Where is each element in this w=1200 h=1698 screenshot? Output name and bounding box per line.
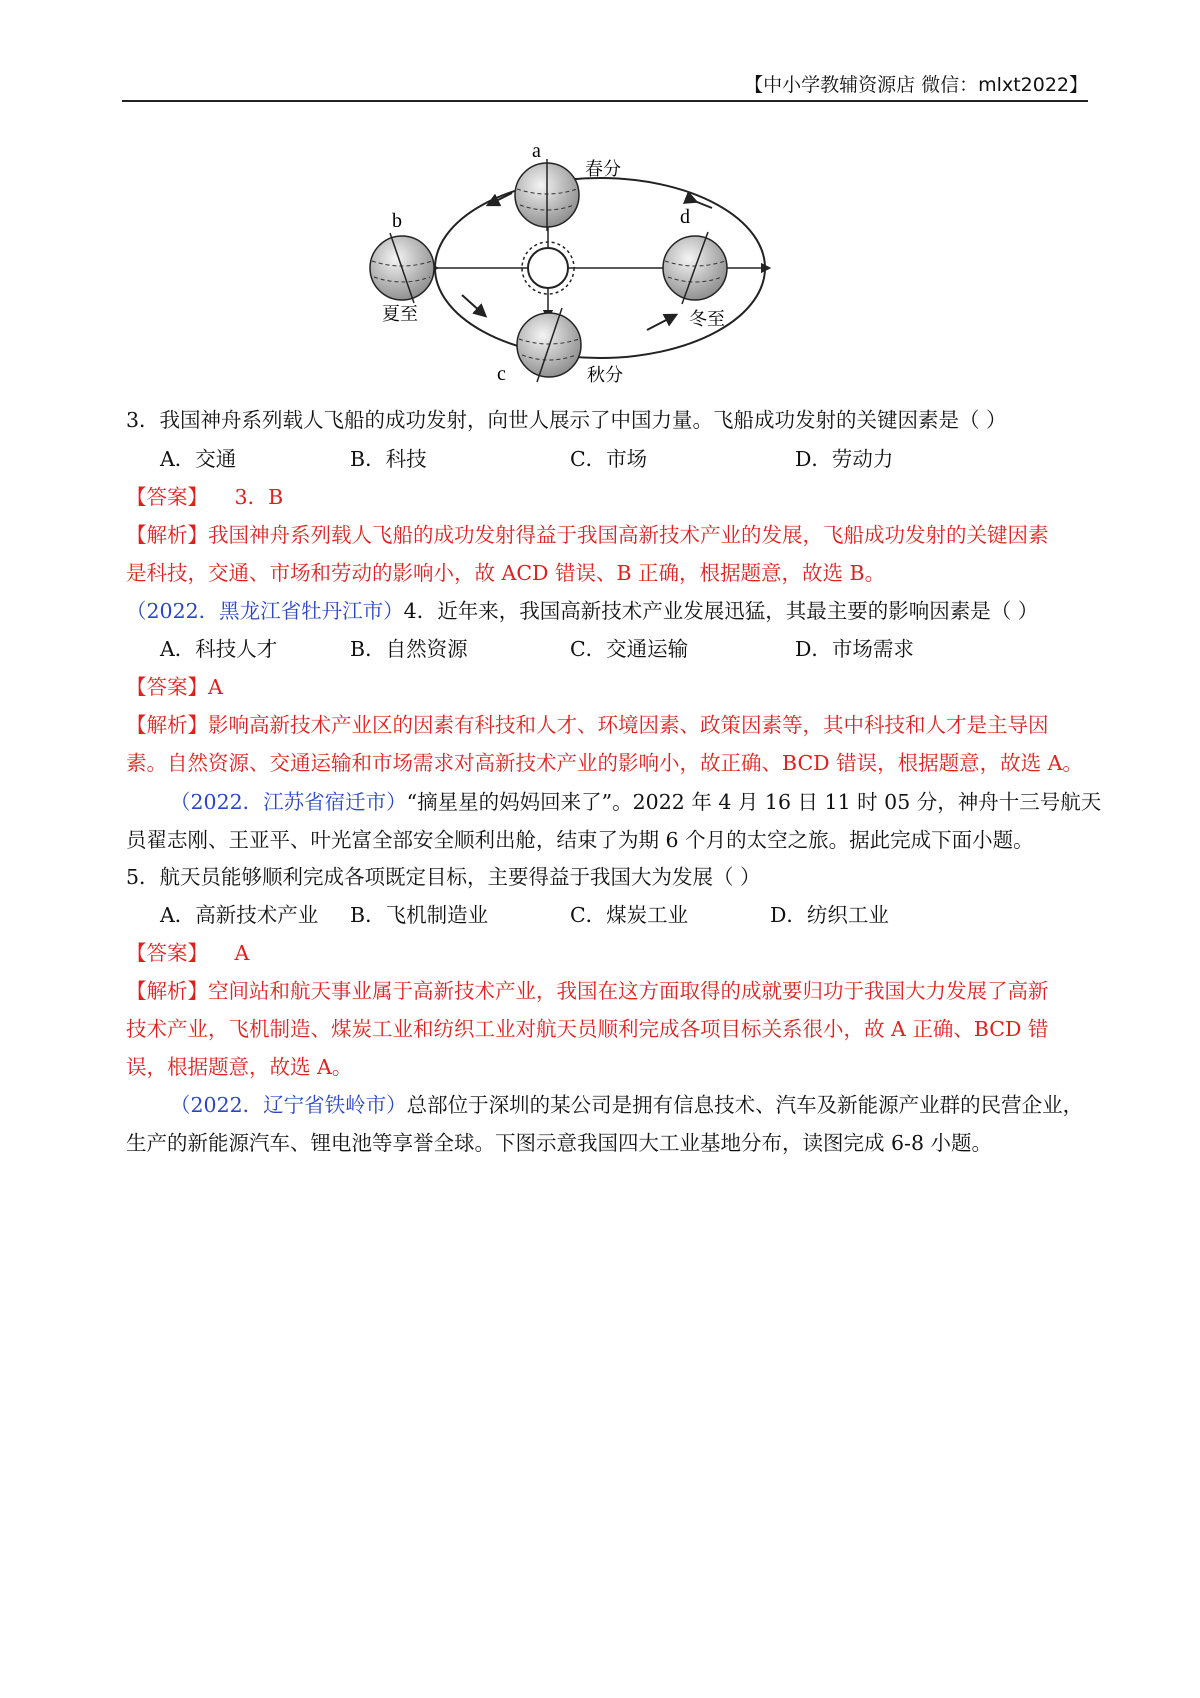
- earth-a-icon: [515, 159, 579, 231]
- q5-option-a[interactable]: A．高新技术产业: [160, 903, 319, 927]
- q4-stem: 4．近年来，我国高新技术产业发展迅猛，其最主要的影响因素是（ ）: [403, 599, 1039, 623]
- answer-value: A: [234, 941, 250, 965]
- answer-label: 【答案】: [126, 485, 208, 509]
- q3-analysis-line1: 【解析】我国神舟系列载人飞船的成功发射得益于我国高新技术产业的发展，飞船成功发射的关键因素: [126, 523, 1049, 547]
- answer-value: 3．B: [234, 485, 284, 509]
- q3-option-d[interactable]: D．劳动力: [795, 447, 894, 471]
- passage2-text1: 总部位于深圳的某公司是拥有信息技术、汽车及新能源产业群的民营企业，: [406, 1093, 1084, 1117]
- orbit-arrow: [462, 295, 482, 313]
- answer-label: 【答案】: [126, 941, 208, 965]
- q4-stem-line: [126, 596, 1038, 626]
- header-text: 【中小学教辅资源店 微信：mlxt2022】: [744, 74, 1088, 96]
- q5-option-b[interactable]: B．飞机制造业: [350, 903, 489, 927]
- q3-option-b[interactable]: B．科技: [350, 447, 427, 471]
- q5-analysis-line2: 技术产业，飞机制造、煤炭工业和纺织工业对航天员顺利完成各项目标关系很小，故 A 正确、BCD 错: [126, 1017, 1049, 1041]
- label-d: d: [680, 206, 690, 228]
- q4-analysis-line1: 【解析】影响高新技术产业区的因素有科技和人才、环境因素、政策因素等，其中科技和人才是主导因: [126, 713, 1049, 737]
- passage1-line2: 员翟志刚、王亚平、叶光富全部安全顺利出舱，结束了为期 6 个月的太空之旅。据此完成下面小题。: [126, 828, 1034, 852]
- q3-analysis-line2: 是科技，交通、市场和劳动的影响小，故 ACD 错误、B 正确，根据题意，故选 B。: [126, 561, 886, 585]
- page-header: [122, 68, 1088, 102]
- q3-answer: [126, 482, 283, 512]
- q4-option-d[interactable]: D．市场需求: [795, 637, 914, 661]
- q4-option-c[interactable]: C．交通运输: [570, 637, 689, 661]
- label-c: c: [497, 363, 506, 385]
- earth-orbit-diagram: [382, 140, 812, 425]
- q4-source: （2022．黑龙江省牡丹江市）: [126, 599, 404, 623]
- q3-option-a[interactable]: A．交通: [160, 447, 237, 471]
- passage1-source: （2022．江苏省宿迁市）: [170, 790, 407, 814]
- earth-b-icon: [370, 233, 434, 303]
- q5-stem: 5．航天员能够顺利完成各项既定目标，主要得益于我国大为发展（ ）: [126, 865, 761, 889]
- orbit-arrow: [647, 317, 672, 330]
- q4-option-a[interactable]: A．科技人才: [160, 637, 278, 661]
- answer-value: A: [208, 675, 223, 699]
- q5-analysis-line3: 误，根据题意，故选 A。: [126, 1055, 353, 1079]
- passage2-line1: [170, 1090, 1083, 1120]
- q5-option-d[interactable]: D．纺织工业: [770, 903, 889, 927]
- q4-answer: [126, 672, 223, 702]
- label-b: b: [392, 210, 402, 232]
- label-summer: 夏至: [382, 304, 418, 325]
- passage1-line1: [170, 787, 1101, 817]
- sun-icon: [522, 242, 574, 294]
- label-a: a: [532, 140, 541, 162]
- label-winter: 冬至: [689, 309, 725, 330]
- q5-analysis-line1: 【解析】空间站和航天事业属于高新技术产业，我国在这方面取得的成就要归功于我国大力发展了高新: [126, 979, 1049, 1003]
- passage2-source: （2022．辽宁省铁岭市）: [170, 1093, 407, 1117]
- passage1-text1: “摘星星的妈妈回来了”。2022 年 4 月 16 日 11 时 05 分，神舟十三号航天: [406, 790, 1102, 814]
- q3-stem: 3．我国神舟系列载人飞船的成功发射，向世人展示了中国力量。飞船成功发射的关键因素是（ ）: [126, 408, 1007, 432]
- earth-c-icon: [517, 308, 581, 382]
- earth-d-icon: [663, 232, 727, 304]
- label-spring: 春分: [585, 159, 621, 180]
- q3-option-c[interactable]: C．市场: [570, 447, 648, 471]
- passage2-line2: 生产的新能源汽车、锂电池等享誉全球。下图示意我国四大工业基地分布，读图完成 6-8 小题。: [126, 1131, 993, 1155]
- q5-option-c[interactable]: C．煤炭工业: [570, 903, 689, 927]
- q5-answer: [126, 938, 249, 968]
- answer-label: 【答案】: [126, 675, 208, 699]
- label-autumn: 秋分: [587, 365, 623, 386]
- q4-analysis-line2: 素。自然资源、交通运输和市场需求对高新技术产业的影响小，故正确、BCD 错误，根据题意，故选 A。: [126, 751, 1083, 775]
- q4-option-b[interactable]: B．自然资源: [350, 637, 468, 661]
